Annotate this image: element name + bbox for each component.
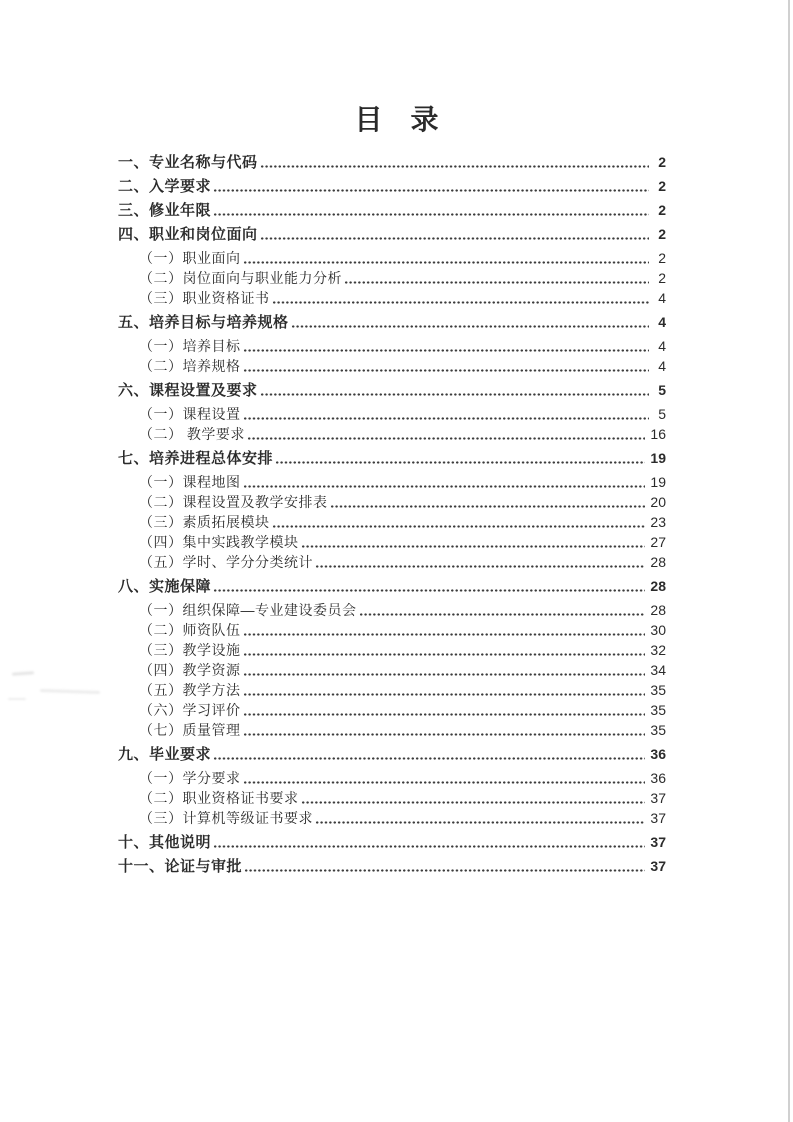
toc-entry [118, 769, 666, 788]
toc-entry [118, 289, 666, 308]
toc-entry-label: （二）职业资格证书要求 [139, 790, 299, 806]
toc-entry-page: 20 [650, 494, 666, 510]
toc-entry-page: 35 [650, 682, 666, 698]
toc-entry [118, 745, 666, 764]
toc-entry [118, 225, 666, 244]
toc-entry-page: 28 [650, 602, 666, 618]
toc-entry [118, 201, 666, 220]
toc-dot-leader [213, 745, 645, 764]
toc-entry-page: 35 [650, 722, 666, 738]
toc-entry-page: 2 [658, 178, 666, 194]
toc-entry [118, 533, 666, 552]
toc-dot-leader [315, 809, 645, 828]
toc-entry [118, 809, 666, 828]
toc-entry-label: （一）培养目标 [139, 338, 241, 354]
toc-entry [118, 249, 666, 268]
toc-entry-label: （二） 教学要求 [139, 426, 245, 442]
toc-entry-label: 十、其他说明 [118, 834, 212, 851]
toc-entry-page: 36 [650, 746, 666, 762]
toc-entry-label: 六、课程设置及要求 [118, 382, 258, 399]
toc-entry [118, 153, 666, 172]
toc-entry-page: 28 [650, 578, 666, 594]
toc-entry-label: （三）职业资格证书 [139, 290, 270, 306]
page-edge-scan-line [788, 0, 790, 1122]
toc-entry-label: （一）课程设置 [139, 406, 241, 422]
scan-smudge [8, 698, 26, 700]
toc-entry-page: 37 [650, 810, 666, 826]
toc-entry [118, 493, 666, 512]
toc-entry [118, 621, 666, 640]
toc-entry-label: （五）教学方法 [139, 682, 241, 698]
toc-dot-leader [243, 337, 650, 356]
toc-dot-leader [213, 201, 649, 220]
toc-entry-page: 32 [650, 642, 666, 658]
scan-smudge [12, 671, 34, 676]
toc-entry-page: 30 [650, 622, 666, 638]
toc-entry-page: 37 [650, 790, 666, 806]
toc-entry-page: 37 [650, 858, 666, 874]
toc-entry-page: 19 [650, 474, 666, 490]
table-of-contents [118, 148, 666, 881]
toc-entry-page: 5 [658, 406, 666, 422]
toc-entry-label: 九、毕业要求 [118, 746, 212, 763]
toc-entry [118, 513, 666, 532]
toc-entry-page: 37 [650, 834, 666, 850]
toc-dot-leader [247, 425, 646, 444]
toc-entry [118, 641, 666, 660]
toc-entry-label: 四、职业和岗位面向 [118, 226, 258, 243]
toc-entry [118, 449, 666, 468]
toc-dot-leader [272, 513, 646, 532]
toc-entry-page: 16 [650, 426, 666, 442]
toc-dot-leader [243, 249, 650, 268]
toc-entry-page: 4 [658, 290, 666, 306]
toc-dot-leader [243, 641, 646, 660]
toc-entry-label: 三、修业年限 [118, 202, 212, 219]
toc-dot-leader [243, 701, 646, 720]
toc-entry-label: 七、培养进程总体安排 [118, 450, 274, 467]
toc-entry-label: （一）组织保障—专业建设委员会 [139, 602, 357, 618]
scan-smudge [40, 689, 100, 694]
toc-entry-label: （七）质量管理 [139, 722, 241, 738]
toc-entry-label: （一）学分要求 [139, 770, 241, 786]
toc-entry [118, 721, 666, 740]
toc-entry [118, 601, 666, 620]
toc-entry-label: （四）集中实践教学模块 [139, 534, 299, 550]
toc-dot-leader [344, 269, 649, 288]
toc-entry-page: 2 [658, 226, 666, 242]
toc-entry-page: 36 [650, 770, 666, 786]
toc-entry-label: 八、实施保障 [118, 578, 212, 595]
toc-dot-leader [359, 601, 646, 620]
toc-entry-page: 2 [658, 270, 666, 286]
toc-entry [118, 577, 666, 596]
toc-entry-label: （一）职业面向 [139, 250, 241, 266]
toc-entry-label: 二、入学要求 [118, 178, 212, 195]
toc-entry-page: 35 [650, 702, 666, 718]
toc-entry-page: 2 [658, 202, 666, 218]
toc-entry-label: （三）教学设施 [139, 642, 241, 658]
toc-entry-page: 2 [658, 154, 666, 170]
toc-entry-page: 19 [650, 450, 666, 466]
toc-dot-leader [243, 621, 646, 640]
toc-entry-label: （二）师资队伍 [139, 622, 241, 638]
toc-entry-label: （三）素质拓展模块 [139, 514, 270, 530]
toc-entry-label: （二）培养规格 [139, 358, 241, 374]
toc-dot-leader [243, 405, 650, 424]
toc-dot-leader [213, 177, 649, 196]
toc-entry [118, 381, 666, 400]
toc-entry-label: （六）学习评价 [139, 702, 241, 718]
toc-entry-label: （一）课程地图 [139, 474, 241, 490]
toc-entry [118, 789, 666, 808]
toc-dot-leader [315, 553, 645, 572]
page-title: 目 录 [354, 104, 439, 135]
toc-dot-leader [260, 225, 649, 244]
toc-entry-page: 5 [658, 382, 666, 398]
toc-entry-page: 4 [658, 338, 666, 354]
toc-entry-page: 28 [650, 554, 666, 570]
toc-dot-leader [243, 661, 646, 680]
toc-entry-label: 五、培养目标与培养规格 [118, 314, 289, 331]
toc-entry [118, 405, 666, 424]
toc-dot-leader [301, 789, 646, 808]
toc-dot-leader [330, 493, 646, 512]
toc-dot-leader [260, 381, 649, 400]
toc-dot-leader [243, 769, 646, 788]
toc-dot-leader [243, 357, 650, 376]
toc-dot-leader [213, 833, 645, 852]
toc-entry [118, 313, 666, 332]
toc-entry [118, 425, 666, 444]
toc-dot-leader [291, 313, 649, 332]
toc-entry-label: 一、专业名称与代码 [118, 154, 258, 171]
toc-dot-leader [243, 473, 646, 492]
toc-dot-leader [244, 857, 645, 876]
toc-entry [118, 337, 666, 356]
toc-entry-label: （二）岗位面向与职业能力分析 [139, 270, 342, 286]
toc-entry-label: （三）计算机等级证书要求 [139, 810, 313, 826]
toc-dot-leader [243, 681, 646, 700]
toc-entry-page: 23 [650, 514, 666, 530]
toc-entry-page: 27 [650, 534, 666, 550]
toc-entry [118, 681, 666, 700]
toc-dot-leader [260, 153, 649, 172]
toc-entry [118, 473, 666, 492]
toc-entry-page: 4 [658, 314, 666, 330]
toc-entry-page: 34 [650, 662, 666, 678]
toc-entry-page: 4 [658, 358, 666, 374]
toc-entry [118, 661, 666, 680]
toc-dot-leader [275, 449, 645, 468]
toc-entry [118, 357, 666, 376]
toc-entry-label: 十一、论证与审批 [118, 858, 243, 875]
toc-entry-page: 2 [658, 250, 666, 266]
toc-entry-label: （二）课程设置及教学安排表 [139, 494, 328, 510]
toc-dot-leader [272, 289, 650, 308]
toc-dot-leader [243, 721, 646, 740]
toc-entry [118, 269, 666, 288]
toc-dot-leader [213, 577, 645, 596]
toc-entry [118, 701, 666, 720]
toc-entry-label: （四）教学资源 [139, 662, 241, 678]
toc-entry-label: （五）学时、学分分类统计 [139, 554, 313, 570]
toc-entry [118, 553, 666, 572]
toc-entry [118, 833, 666, 852]
toc-entry [118, 177, 666, 196]
toc-entry [118, 857, 666, 876]
toc-dot-leader [301, 533, 646, 552]
